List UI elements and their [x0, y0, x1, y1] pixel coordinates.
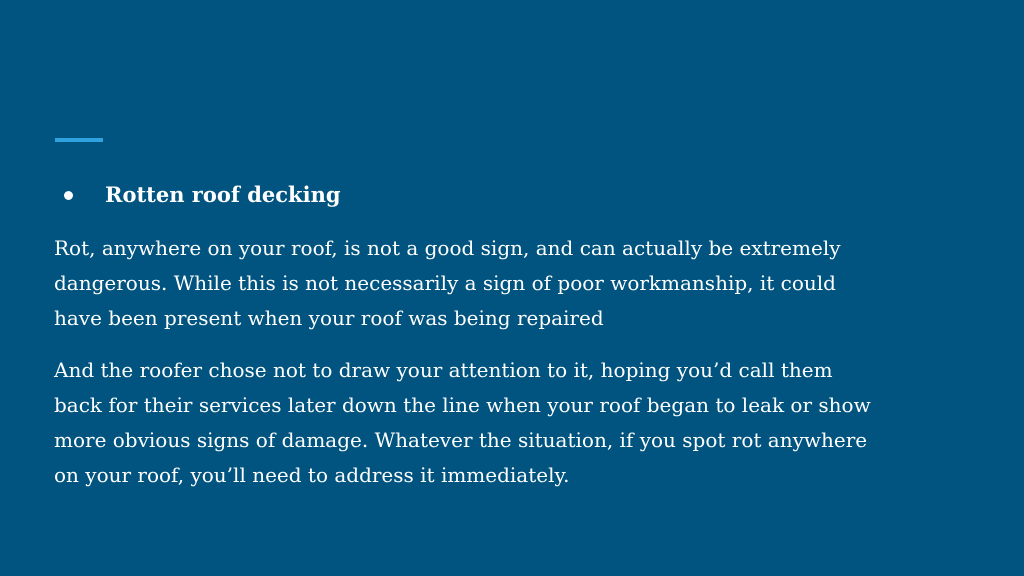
paragraph-line: have been present when your roof was being repaired [54, 306, 604, 330]
paragraph-line: on your roof, you’ll need to address it immediately. [54, 463, 570, 487]
paragraph-line: dangerous. While this is not necessarily a sign of poor workmanship, it could [54, 271, 836, 295]
paragraph-line: Rot, anywhere on your roof, is not a good sign, and can actually be extremely [54, 236, 841, 260]
paragraph-line: more obvious signs of damage. Whatever the situation, if you spot rot anywhere [54, 428, 868, 452]
paragraph-1 [54, 231, 984, 336]
paragraph-line: And the roofer chose not to draw your attention to it, hoping you’d call them [54, 358, 833, 382]
paragraph-2 [54, 353, 984, 493]
bullet-dot-icon [64, 191, 73, 200]
bullet-heading: Rotten roof decking [105, 182, 341, 207]
accent-bar [55, 138, 103, 142]
paragraph-line: back for their services later down the line when your roof began to leak or show [54, 393, 871, 417]
bullet-item [64, 180, 341, 210]
